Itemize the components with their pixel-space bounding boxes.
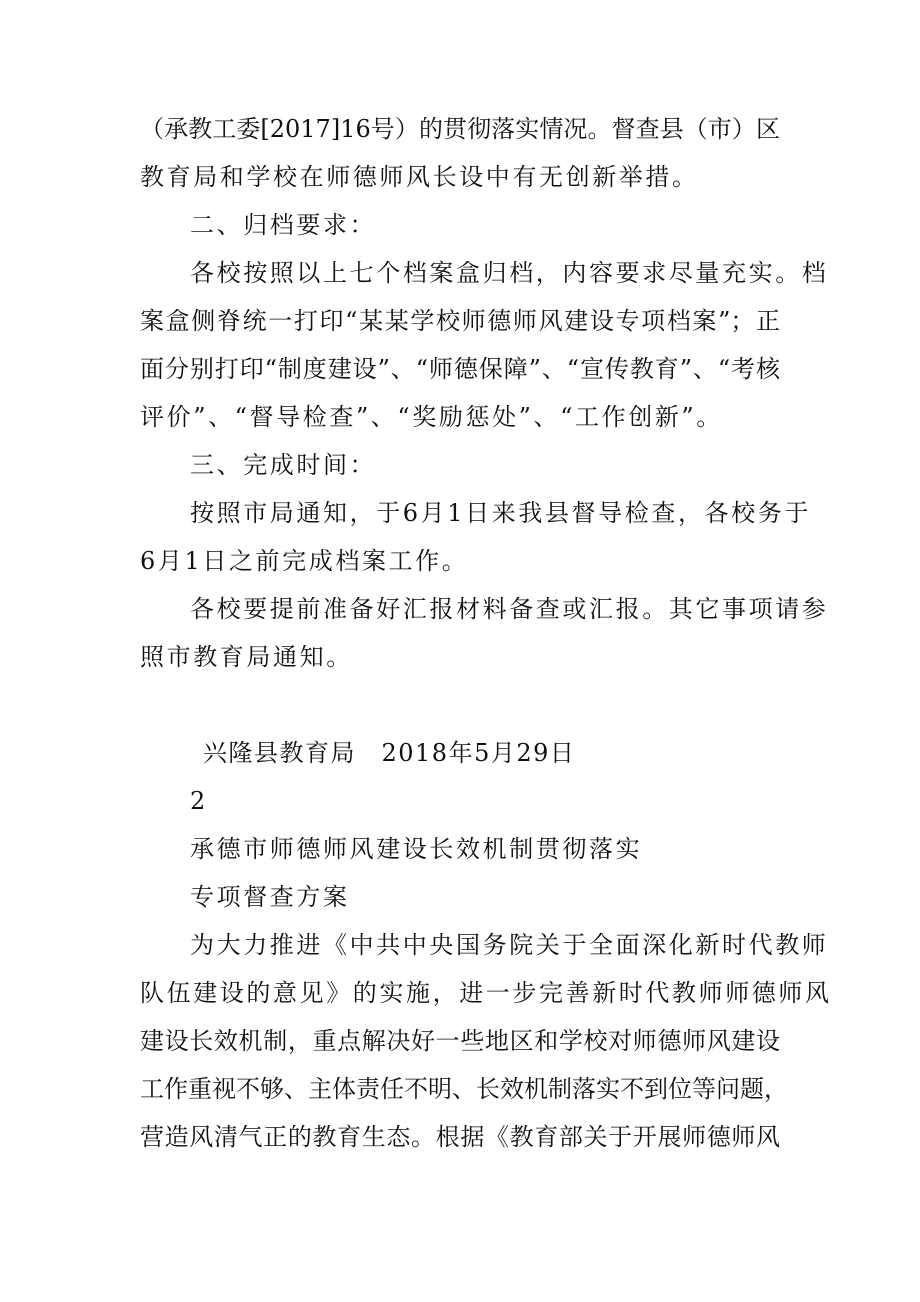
page-number: 2 bbox=[190, 787, 208, 815]
paragraph-line: 照市教育局通知。 bbox=[140, 643, 353, 671]
section-heading: 二、归档要求： bbox=[190, 211, 377, 239]
paragraph-line: 案盒侧脊统一打印“某某学校师德师风建设专项档案”；正 bbox=[140, 307, 780, 335]
paragraph-line: 各校要提前准备好汇报材料备查或汇报。其它事项请参 bbox=[190, 595, 829, 623]
paragraph-line: 队伍建设的意见》的实施，进一步完善新时代教师师德师风 bbox=[140, 979, 832, 1007]
paragraph-line: 面分别打印“制度建设”、“师德保障”、“宣传教育”、“考核 bbox=[140, 355, 780, 383]
paragraph-line: （承教工委[2017]16号）的贯彻落实情况。督查县（市）区 bbox=[140, 115, 780, 143]
paragraph-line: 各校按照以上七个档案盒归档，内容要求尽量充实。档 bbox=[190, 259, 829, 287]
paragraph-line: 教育局和学校在师德师风长设中有无创新举措。 bbox=[140, 163, 699, 191]
section-heading: 三、完成时间： bbox=[190, 451, 377, 479]
signature-date: 兴隆县教育局 2018年5月29日 bbox=[203, 739, 576, 767]
paragraph-line: 6月1日之前完成档案工作。 bbox=[140, 547, 469, 575]
paragraph-line: 建设长效机制，重点解决好一些地区和学校对师德师风建设 bbox=[140, 1027, 780, 1055]
paragraph-line: 工作重视不够、主体责任不明、长效机制落实不到位等问题， bbox=[140, 1075, 788, 1103]
document-subtitle: 专项督查方案 bbox=[190, 883, 350, 911]
paragraph-line: 评价”、“督导检查”、“奖励惩处”、“工作创新”。 bbox=[140, 403, 723, 431]
paragraph-line: 营造风清气正的教育生态。根据《教育部关于开展师德师风 bbox=[140, 1123, 780, 1151]
paragraph-line: 按照市局通知，于6月1日来我县督导检查，各校务于 bbox=[190, 499, 811, 527]
document-title: 承德市师德师风建设长效机制贯彻落实 bbox=[190, 835, 643, 863]
paragraph-line: 为大力推进《中共中央国务院关于全面深化新时代教师 bbox=[190, 931, 829, 959]
